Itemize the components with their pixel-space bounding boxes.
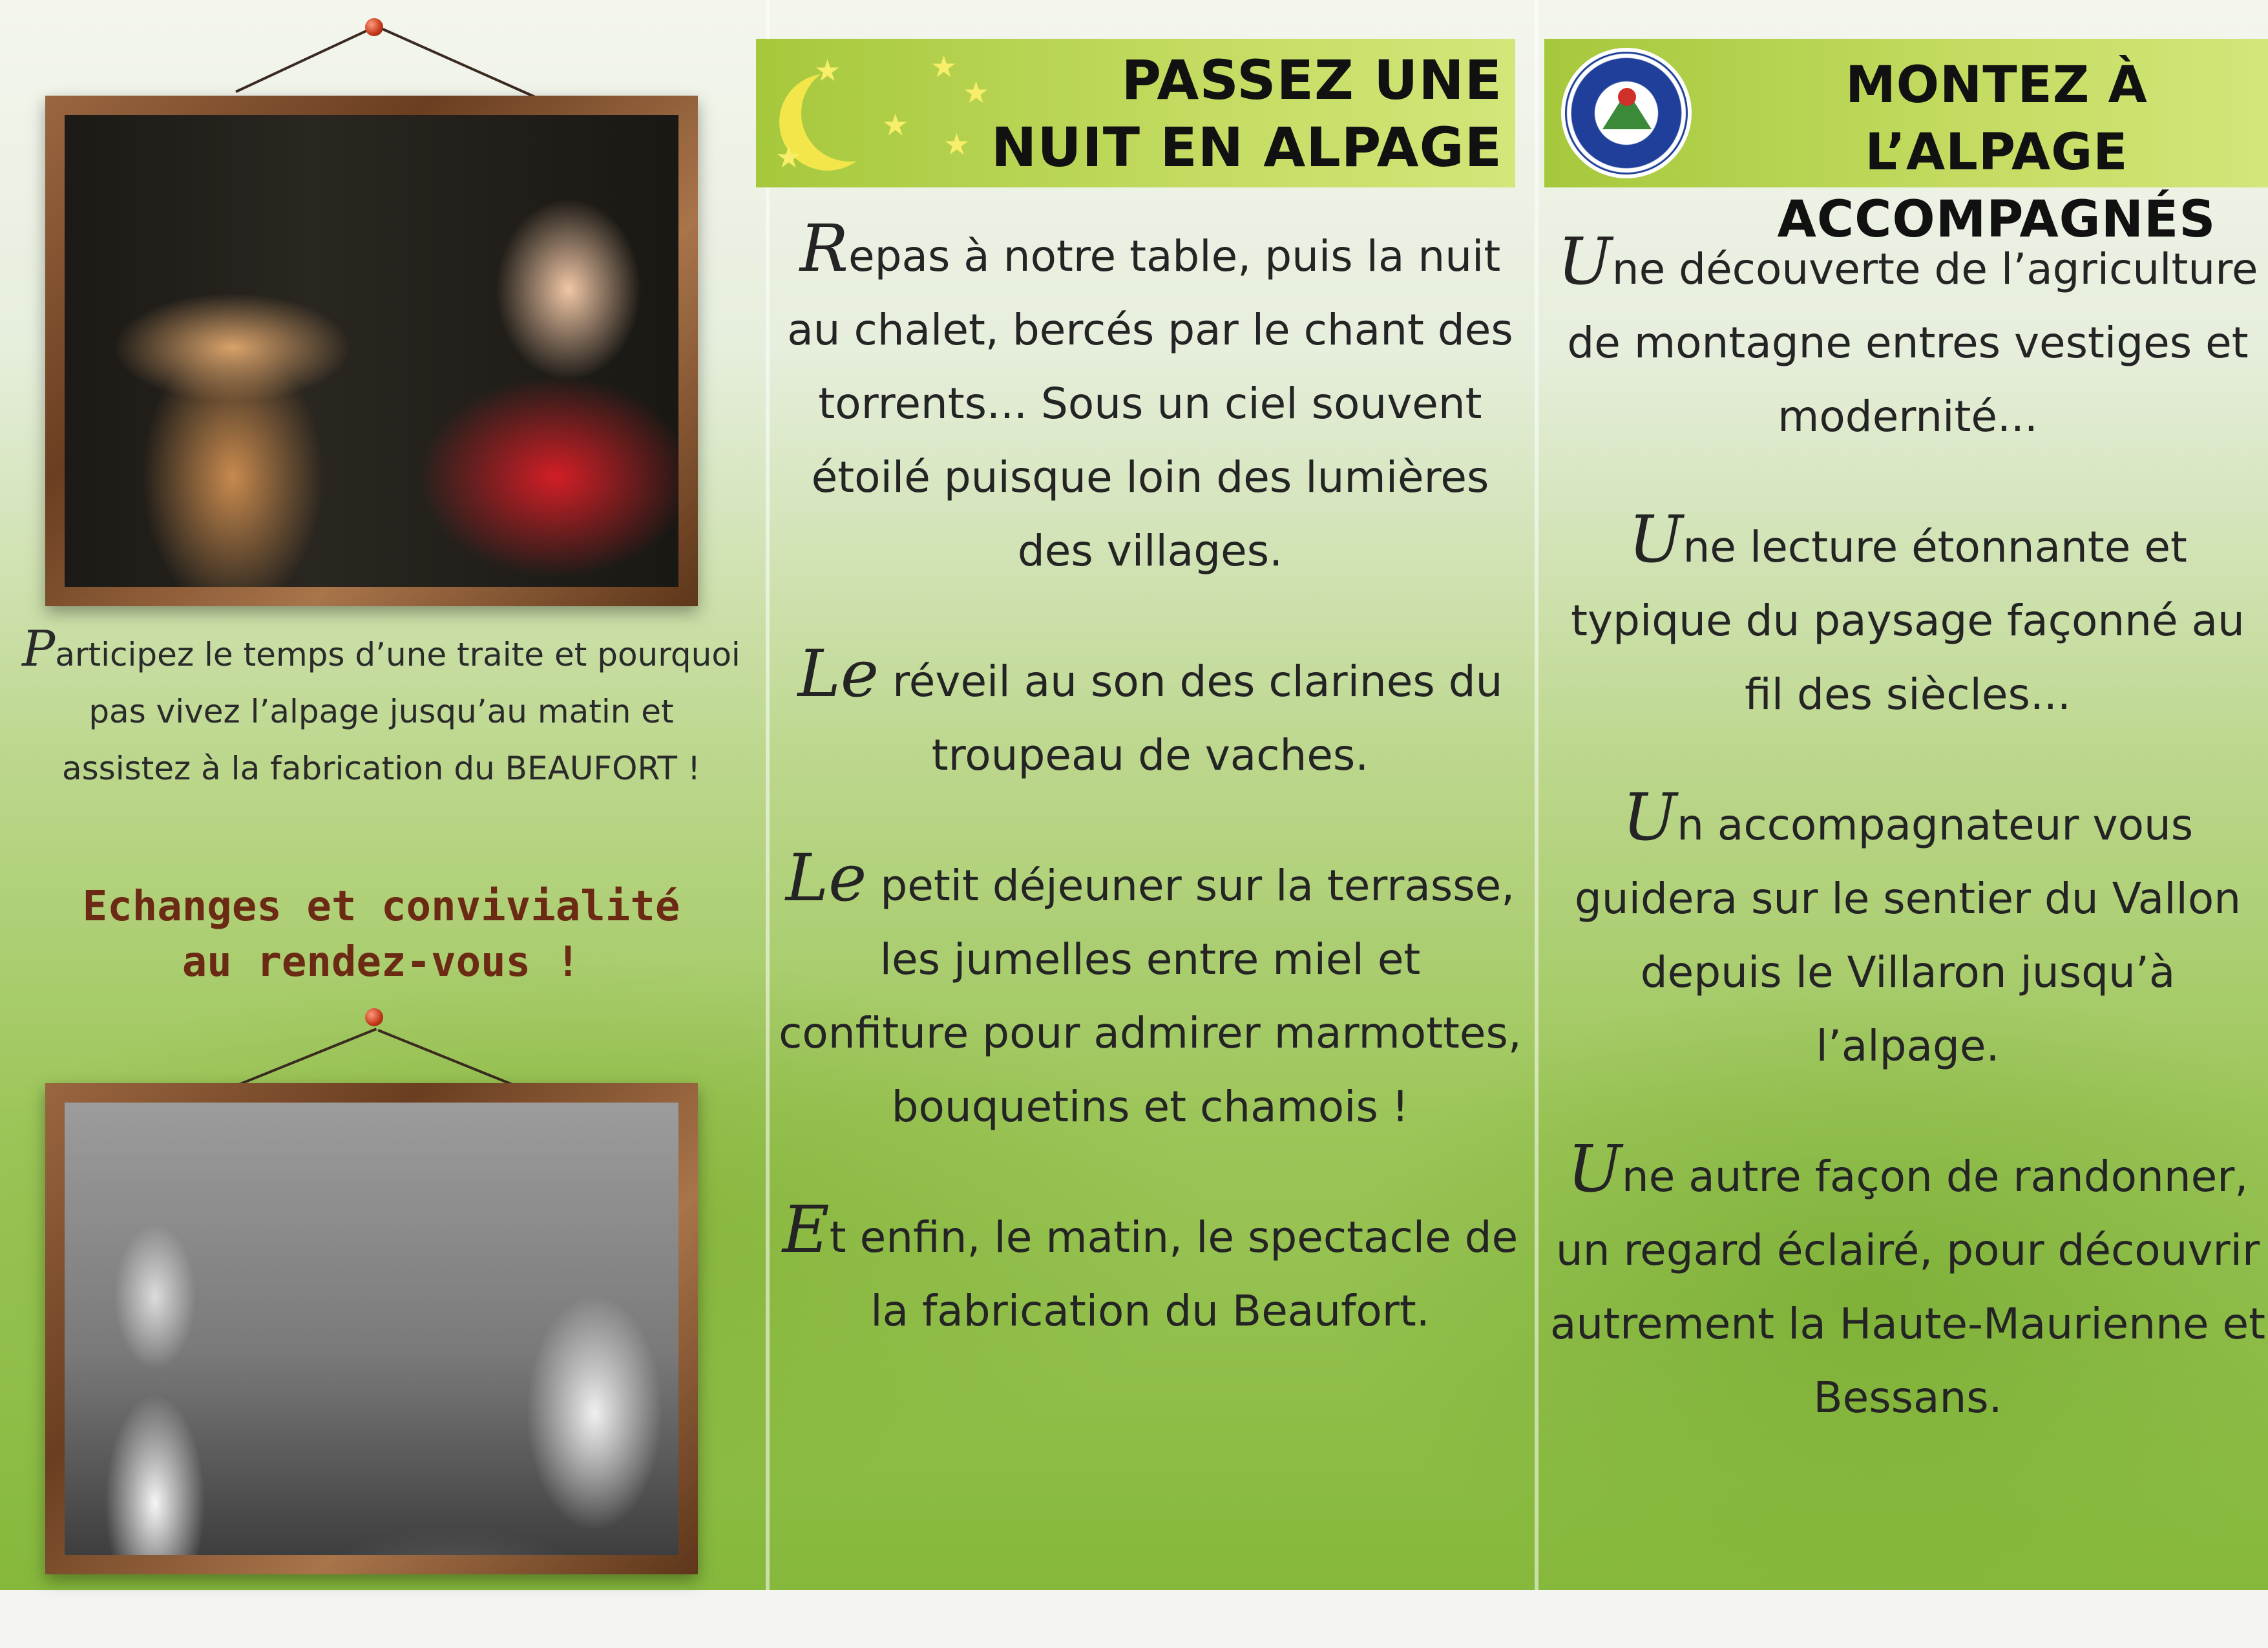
paragraph	[779, 1192, 1522, 1348]
paragraph-text: epas à notre table, puis la nuit au chalet, bercés par le chant des torrents... Sous un ciel souvent étoilé puisque loin des lumières des villages.	[787, 231, 1513, 576]
drop-cap: R	[799, 211, 848, 286]
photo-frame-cheese	[45, 1083, 698, 1574]
banner-title	[1732, 52, 2262, 253]
drop-cap: U	[1622, 779, 1677, 855]
star-icon: ★	[943, 127, 971, 162]
nail-icon	[365, 18, 383, 36]
caption-text: articipez le temps d’une traite et pourquoi pas vivez l’alpage jusqu’au matin et assistez à la fabrication du BEAUFORT !	[55, 636, 740, 787]
star-icon: ★	[814, 53, 841, 88]
paragraph-text: ne lecture étonnante et typique du paysage façonné au fil des siècles...	[1571, 522, 2245, 719]
banner-title	[972, 47, 1502, 181]
nail-icon	[365, 1008, 383, 1026]
banner-line-1: MONTEZ À L’ALPAGE	[1845, 56, 2148, 182]
right-text	[1548, 224, 2268, 1492]
paragraph	[1548, 779, 2268, 1083]
star-icon: ★	[963, 75, 990, 110]
drop-cap: Le	[797, 636, 879, 712]
paragraph	[1548, 1131, 2268, 1435]
tagline-line-2: au rendez-vous !	[182, 938, 581, 986]
banner-line-2: NUIT EN ALPAGE	[991, 116, 1502, 179]
drop-cap: U	[1567, 1131, 1622, 1207]
paragraph-text: ne autre façon de randonner, un regard éclairé, pour découvrir autrement la Haute-Maurienne et Bessans.	[1549, 1152, 2265, 1422]
banner-line-2: ACCOMPAGNÉS	[1777, 191, 2216, 249]
paragraph-text: n accompagnateur vous guidera sur le sentier du Vallon depuis le Villaron jusqu’à l’alpage.	[1574, 800, 2242, 1071]
star-icon: ★	[775, 140, 803, 174]
star-icon: ★	[882, 107, 909, 142]
paragraph	[779, 636, 1522, 792]
photo-cheesemaker	[65, 1103, 678, 1555]
left-caption	[19, 620, 743, 797]
drop-cap: E	[782, 1192, 830, 1267]
drop-cap: U	[1628, 502, 1683, 577]
paragraph-text: t enfin, le matin, le spectacle de la fabrication du Beaufort.	[829, 1212, 1518, 1336]
paragraph-text: petit déjeuner sur la terrasse, les jumelles entre miel et confiture pour admirer marmottes, bouquetins et chamois !	[779, 861, 1522, 1132]
paragraph	[1548, 502, 2268, 732]
middle-text	[779, 211, 1522, 1405]
drop-cap: U	[1557, 224, 1612, 299]
tagline	[19, 879, 743, 990]
banner-line-1: PASSEZ UNE	[1121, 48, 1502, 112]
paragraph	[779, 211, 1522, 588]
paragraph-text: ne découverte de l’agriculture de montagne entres vestiges et modernité...	[1567, 244, 2258, 441]
european-mountain-leader-emblem-icon	[1565, 52, 1688, 174]
drop-cap: Le	[785, 840, 867, 916]
tagline-line-1: Echanges et convivialité	[82, 883, 680, 931]
paragraph	[779, 840, 1522, 1144]
photo-frame-milking	[45, 96, 698, 606]
star-icon: ★	[930, 49, 958, 84]
paragraph	[1548, 224, 2268, 454]
photo-boy-milking-cow	[65, 115, 678, 587]
peak-dot-icon	[1618, 88, 1636, 106]
paragraph-text: réveil au son des clarines du troupeau de vaches.	[879, 657, 1503, 780]
banner-nuit-en-alpage	[756, 39, 1515, 187]
banner-montez-alpage	[1544, 39, 2268, 249]
drop-cap: P	[22, 620, 56, 677]
